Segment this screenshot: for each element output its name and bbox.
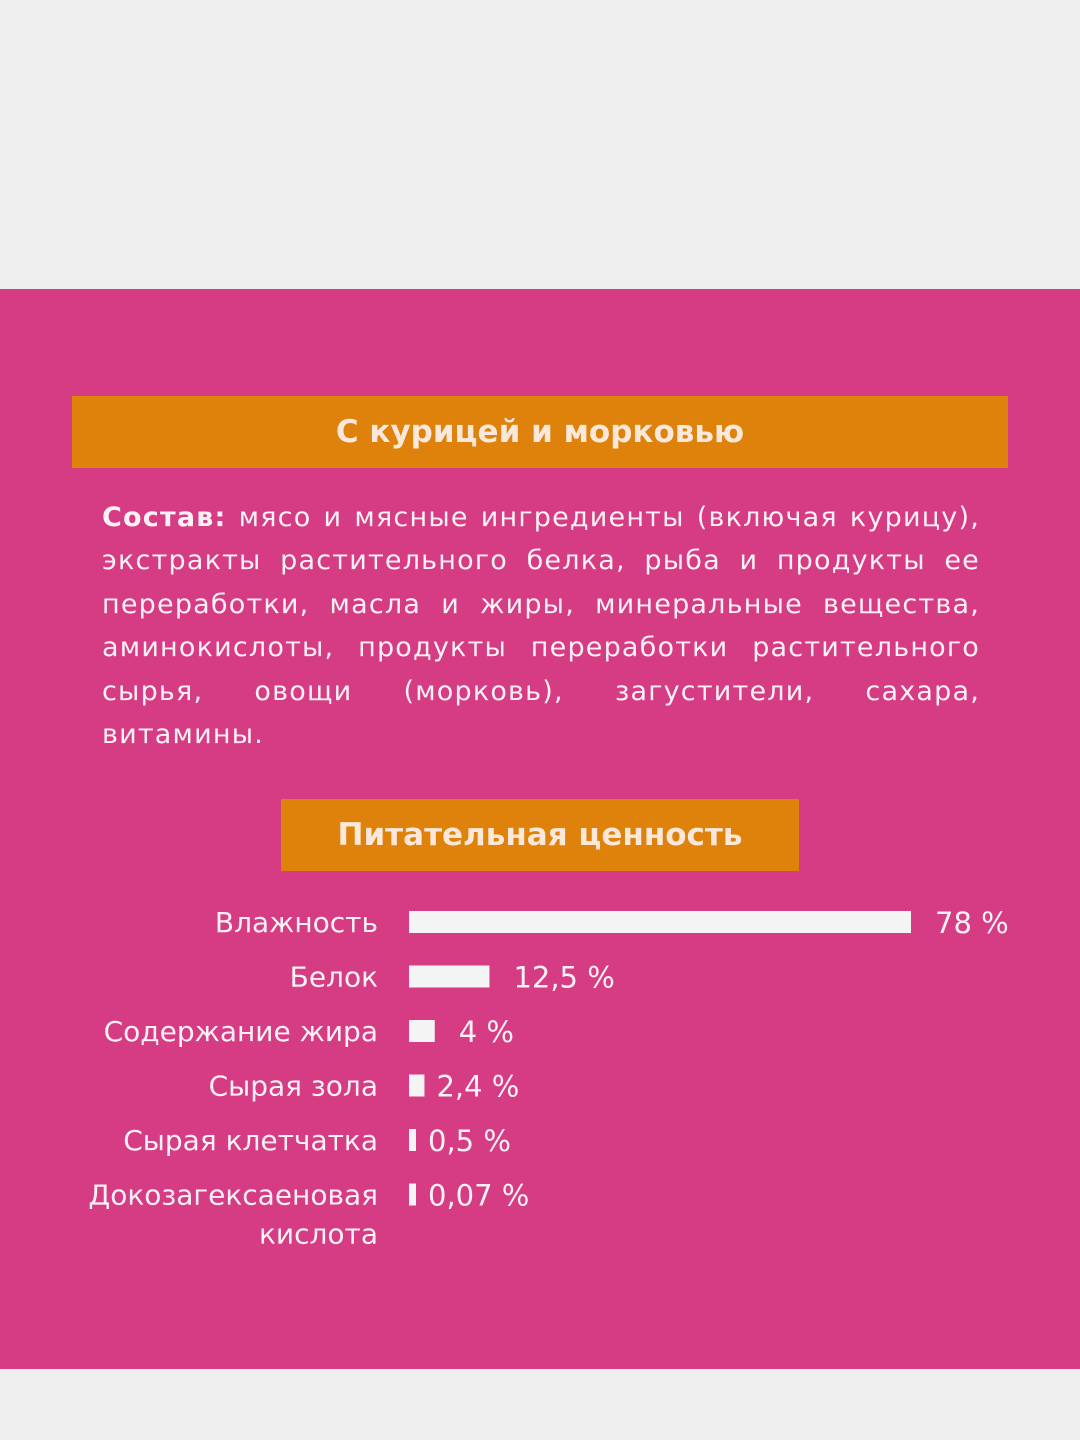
- bar: [409, 1184, 416, 1206]
- nutrition-title: Питательная ценность: [337, 817, 743, 853]
- bar: [409, 911, 911, 933]
- category-label: Белок: [289, 960, 378, 994]
- composition-label: Состав:: [102, 502, 227, 533]
- value-label: 78 %: [935, 906, 1009, 940]
- bar: [409, 1020, 435, 1042]
- product-info-panel: [0, 289, 1080, 1369]
- value-label: 0,5 %: [428, 1124, 511, 1158]
- nutrition-bar-chart: [0, 889, 1080, 1289]
- bar: [409, 1129, 416, 1151]
- category-label: Содержание жира: [103, 1015, 378, 1048]
- category-label: кислота: [259, 1217, 378, 1251]
- product-title-banner: [72, 396, 1008, 468]
- category-label: Сырая зола: [208, 1069, 378, 1103]
- product-title: С курицей и морковью: [335, 414, 745, 450]
- nutrition-title-banner: [281, 799, 799, 871]
- bar: [409, 966, 489, 988]
- value-label: 0,07 %: [428, 1178, 530, 1213]
- value-label: 12,5 %: [513, 960, 615, 995]
- category-label: Сырая клетчатка: [123, 1124, 378, 1157]
- value-label: 2,4 %: [436, 1069, 520, 1104]
- category-label: Влажность: [214, 906, 378, 939]
- value-label: 4 %: [458, 1015, 514, 1049]
- bar: [409, 1075, 424, 1097]
- composition-body: мясо и мясные ингредиенты (включая курицу), экстракты растительного белка, рыба и продукты ее переработки, масла и жиры, минеральные вещества, аминокислоты, продукты переработки растительного сырья, овощи (морковь), загустители, сахара, витамины.: [102, 502, 980, 751]
- category-label: Докозагексаеновая: [88, 1178, 378, 1212]
- composition-text: [102, 496, 980, 756]
